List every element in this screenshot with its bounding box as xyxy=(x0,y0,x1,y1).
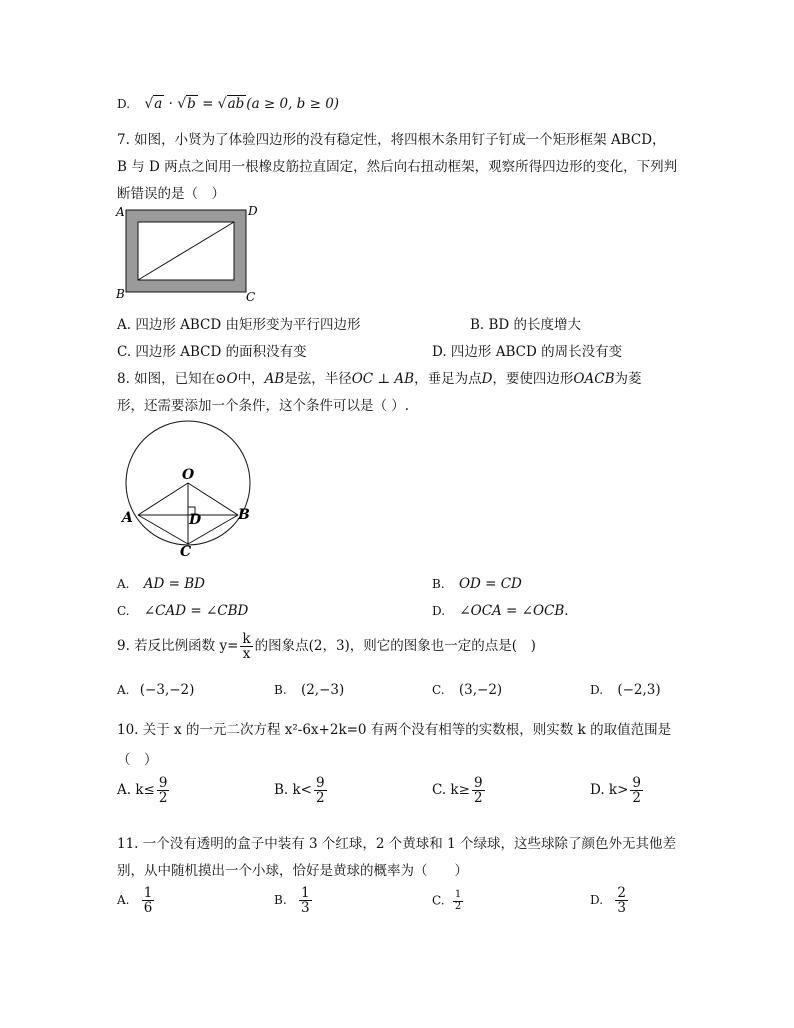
q7-label-b: B xyxy=(116,287,125,301)
q7-option-a: A. 四边形 ABCD 由矩形变为平行四边形 xyxy=(117,317,361,333)
q7-line-2: B 与 D 两点之间用一根橡皮筋拉直固定，然后向右扭动框架，观察所得四边形的变化，下列判 xyxy=(117,159,678,175)
q9-stem xyxy=(117,632,536,661)
q8-figure-circle xyxy=(116,420,266,560)
q10-option-a-frac xyxy=(157,776,170,805)
q9-frac-den: x xyxy=(242,646,251,663)
q9-text-post: 的图象点(2，3)，则它的图象也一定的点是( ) xyxy=(254,638,536,655)
q8-option-a-expr: AD = BD xyxy=(143,576,205,592)
q7-option-c: C. 四边形 ABCD 的面积没有变 xyxy=(117,344,307,360)
q10-option-b xyxy=(274,776,329,805)
q8-option-a xyxy=(117,576,205,592)
q11-option-a-frac xyxy=(142,886,155,915)
q11-option-d-label: D. xyxy=(590,893,604,908)
q11-c-num: 1 xyxy=(454,889,462,900)
q8-option-d xyxy=(432,603,569,619)
q8-option-a-label: A. xyxy=(117,577,130,591)
q8-text-ab: AB xyxy=(264,371,285,387)
q6-condition: (a ≥ 0, b ≥ 0) xyxy=(246,96,340,112)
q8-text-oc: OC ⊥ AB xyxy=(351,371,415,387)
q8-option-b-expr: OD = CD xyxy=(458,576,522,592)
q8-text-mid3: ，垂足为点 xyxy=(414,371,482,387)
q11-a-den: 6 xyxy=(143,900,153,917)
q10-line-2: （ ） xyxy=(117,752,158,768)
q7-label-d: D xyxy=(248,204,258,218)
q6-sqrt-b: b xyxy=(187,96,196,112)
q11-option-a xyxy=(117,886,156,915)
q10-d-num: 9 xyxy=(632,775,642,791)
q10-option-a xyxy=(117,776,171,805)
q9-option-d-expr: (−2,3) xyxy=(617,682,661,698)
q9-option-b xyxy=(274,682,344,698)
q10-option-d-label: D. k> xyxy=(590,782,629,799)
q6-option-d-label: D. xyxy=(117,97,131,111)
q11-line-2: 别，从中随机摸出一个小球，恰好是黄球的概率为（ ） xyxy=(117,863,468,879)
q10-option-a-label: A. k≤ xyxy=(117,782,155,799)
q10-d-den: 2 xyxy=(632,790,642,807)
q7-line-1: 7. 如图，小贤为了体验四边形的没有稳定性，将四根木条用钉子钉成一个矩形框架 ABCD， xyxy=(117,132,666,148)
q9-option-c-expr: (3,−2) xyxy=(458,682,503,698)
q8-option-b-label: B. xyxy=(432,577,445,591)
q6-option-d: D. √a · √b = √ab (a ≥ 0, b ≥ 0) xyxy=(117,96,340,112)
q11-option-b-frac xyxy=(299,886,312,915)
q9-option-b-label: B. xyxy=(274,683,287,697)
q6-sqrt-ab: ab xyxy=(227,96,245,112)
q9-option-d-label: D. xyxy=(590,683,604,697)
q11-b-den: 3 xyxy=(300,900,310,917)
q9-option-c xyxy=(432,682,502,698)
q9-option-d xyxy=(590,682,661,698)
q9-option-a-label: A. xyxy=(117,683,130,697)
q7-option-b: B. BD 的长度增大 xyxy=(470,317,582,333)
q8-label-b: B xyxy=(238,507,250,523)
q10-b-den: 2 xyxy=(316,790,325,807)
q8-text-mid2: 是弦，半径 xyxy=(284,371,352,387)
q10-c-den: 2 xyxy=(473,790,483,807)
q10-a-num: 9 xyxy=(158,775,168,791)
q11-d-num: 2 xyxy=(617,885,626,901)
q7-option-d: D. 四边形 ABCD 的周长没有变 xyxy=(432,344,623,360)
q8-label-c: C xyxy=(180,544,192,560)
q6-dot: · xyxy=(168,96,173,112)
q8-option-d-end: . xyxy=(564,603,569,619)
q9-option-a xyxy=(117,682,194,698)
q11-option-c-frac xyxy=(453,890,463,912)
q8-option-b xyxy=(432,576,522,592)
q11-option-b xyxy=(274,886,314,915)
q8-label-a: A xyxy=(122,510,133,526)
q10-option-c xyxy=(432,776,487,805)
q11-line-1: 11. 一个没有透明的盒子中装有 3 个红球，2 个黄球和 1 个绿球，这些球除了颜色外无其他差 xyxy=(117,836,676,852)
q8-seg-oa xyxy=(138,483,188,515)
q8-line-2: 形，还需要添加一个条件，这个条件可以是（ ）. xyxy=(117,398,410,414)
q8-text-end: 为菱 xyxy=(614,371,642,387)
q10-b-num: 9 xyxy=(316,775,325,791)
q11-c-den: 2 xyxy=(454,900,462,912)
q11-option-d xyxy=(590,886,630,915)
q8-option-c-label: C. xyxy=(117,604,130,618)
q10-option-b-label: B. k< xyxy=(274,782,312,799)
q10-a-den: 2 xyxy=(158,790,168,807)
q8-option-c xyxy=(117,603,248,619)
q9-option-c-label: C. xyxy=(432,683,445,697)
q7-label-c: C xyxy=(246,290,256,304)
q7-figure-frame xyxy=(112,200,272,306)
q11-d-den: 3 xyxy=(617,900,626,917)
q11-option-a-label: A. xyxy=(117,893,130,908)
q11-option-b-label: B. xyxy=(274,893,287,908)
q10-option-c-frac xyxy=(472,776,485,805)
q10-option-c-label: C. k≥ xyxy=(432,782,470,799)
q9-fraction xyxy=(240,632,252,661)
q9-option-a-expr: (−3,−2) xyxy=(139,682,195,698)
q10-line-1: 10. 关于 x 的一元二次方程 x²-6x+2k=0 有两个没有相等的实数根，则实数 k 的取值范围是 xyxy=(117,722,672,738)
q9-frac-num: k xyxy=(242,631,251,647)
q6-sqrt-a: a xyxy=(154,96,163,112)
q7-line-3: 断错误的是（ ） xyxy=(117,186,225,202)
q10-option-d xyxy=(590,776,645,805)
q11-option-d-frac xyxy=(615,886,628,915)
q11-b-num: 1 xyxy=(300,885,310,901)
q8-line-1 xyxy=(117,367,642,387)
q8-text-o: O xyxy=(226,371,238,387)
q7-diagonal-bd xyxy=(138,222,234,280)
q8-option-d-label: D. xyxy=(432,604,446,618)
q8-text-d: D xyxy=(481,371,493,387)
q9-text-pre: 9. 若反比例函数 y= xyxy=(117,638,239,655)
q11-option-c-label: C. xyxy=(432,893,445,908)
q8-text-mid1: 中， xyxy=(237,371,265,387)
q7-label-a: A xyxy=(116,205,125,219)
q10-c-num: 9 xyxy=(473,775,483,791)
q8-option-d-expr: ∠OCA = ∠OCB xyxy=(459,603,565,619)
q6-eq: = xyxy=(202,96,214,112)
q8-option-c-expr: ∠CAD = ∠CBD xyxy=(143,603,249,619)
q8-text-mid4: ，要使四边形 xyxy=(492,371,574,387)
q11-option-c xyxy=(432,890,465,912)
q10-option-b-frac xyxy=(314,776,327,805)
q10-option-d-frac xyxy=(630,776,643,805)
q8-text-pre: 8. 如图，已知在⊙ xyxy=(117,371,227,387)
q8-text-oacb: OACB xyxy=(573,371,615,387)
q9-option-b-expr: (2,−3) xyxy=(300,682,345,698)
q8-label-d: D xyxy=(189,512,202,528)
q8-label-o: O xyxy=(182,467,195,483)
q11-a-num: 1 xyxy=(143,885,153,901)
